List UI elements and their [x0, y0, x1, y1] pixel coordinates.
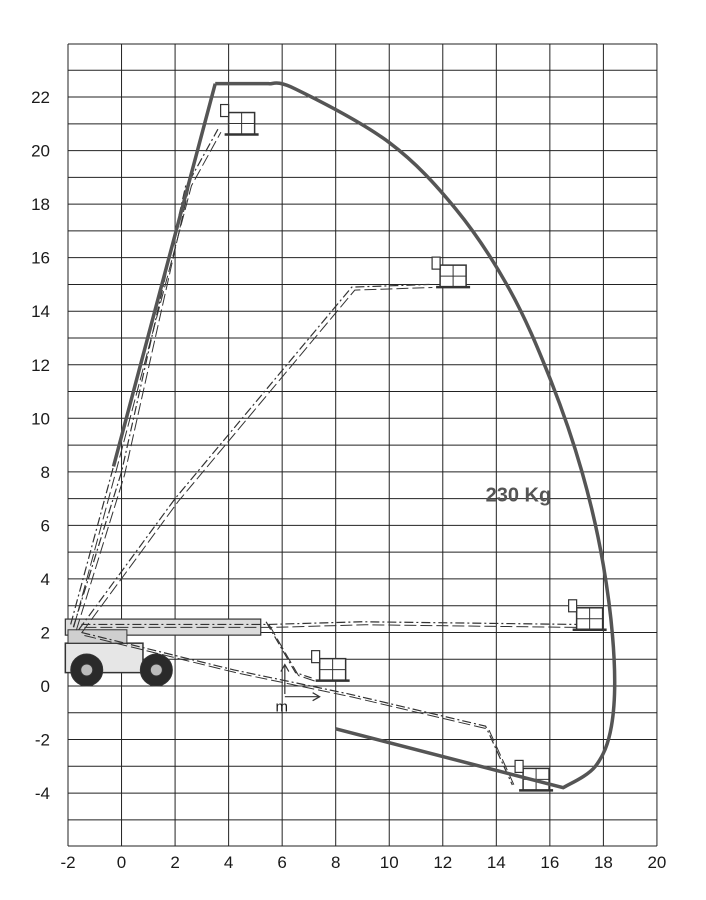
y-tick-label: 2 [40, 623, 50, 643]
boom-mid-reach [79, 284, 430, 629]
basket-mid-reach-console [432, 257, 440, 269]
x-tick-label: 6 [277, 853, 287, 872]
x-tick-label: 18 [593, 853, 613, 872]
y-tick-label: 4 [40, 569, 50, 589]
basket-low-console [312, 651, 320, 663]
unit-label: m [275, 698, 288, 716]
y-tick-label: 20 [31, 141, 50, 161]
envelope-outline [215, 83, 614, 788]
y-tick-label: 22 [31, 88, 50, 108]
grid [68, 44, 657, 846]
jib-low [266, 622, 312, 678]
x-tick-label: 8 [330, 853, 341, 872]
x-tick-label: 20 [647, 853, 667, 872]
x-tick-label: 10 [379, 853, 399, 872]
x-tick-label: 2 [170, 853, 180, 872]
boom-below-grade [81, 632, 512, 785]
boom-max-height [71, 129, 218, 624]
x-tick-label: 0 [116, 853, 127, 872]
y-tick-label: 0 [40, 677, 50, 696]
y-tick-label: -2 [34, 730, 50, 750]
x-tick-label: 16 [540, 853, 560, 872]
y-tick-label: 10 [31, 409, 50, 429]
x-tick-label: 4 [223, 853, 234, 872]
basket-horizontal-console [569, 600, 577, 612]
axis-labels [31, 88, 666, 872]
boom-max-height-inner [74, 132, 221, 627]
basket-below-grade-console [515, 760, 523, 772]
x-tick-label: -2 [60, 853, 76, 872]
x-tick-label: 14 [486, 853, 506, 872]
y-tick-label: 16 [31, 248, 50, 268]
boom-mid-reach-inner [82, 287, 433, 632]
y-tick-label: -4 [34, 784, 50, 804]
y-tick-label: 6 [40, 516, 50, 536]
envelope-left-edge [114, 84, 216, 467]
y-tick-label: 8 [40, 462, 50, 482]
wheel-hub [150, 664, 162, 676]
basket-max-height-console [221, 105, 229, 117]
jib-low-inner [269, 625, 315, 681]
y-tick-label: 12 [31, 355, 50, 375]
y-tick-label: 18 [31, 195, 50, 215]
y-tick-label: 14 [31, 302, 50, 322]
reach-envelope [114, 83, 615, 788]
capacity-label: 230 Kg [485, 484, 552, 507]
x-tick-label: 12 [433, 853, 453, 872]
wheel-hub [81, 664, 93, 676]
